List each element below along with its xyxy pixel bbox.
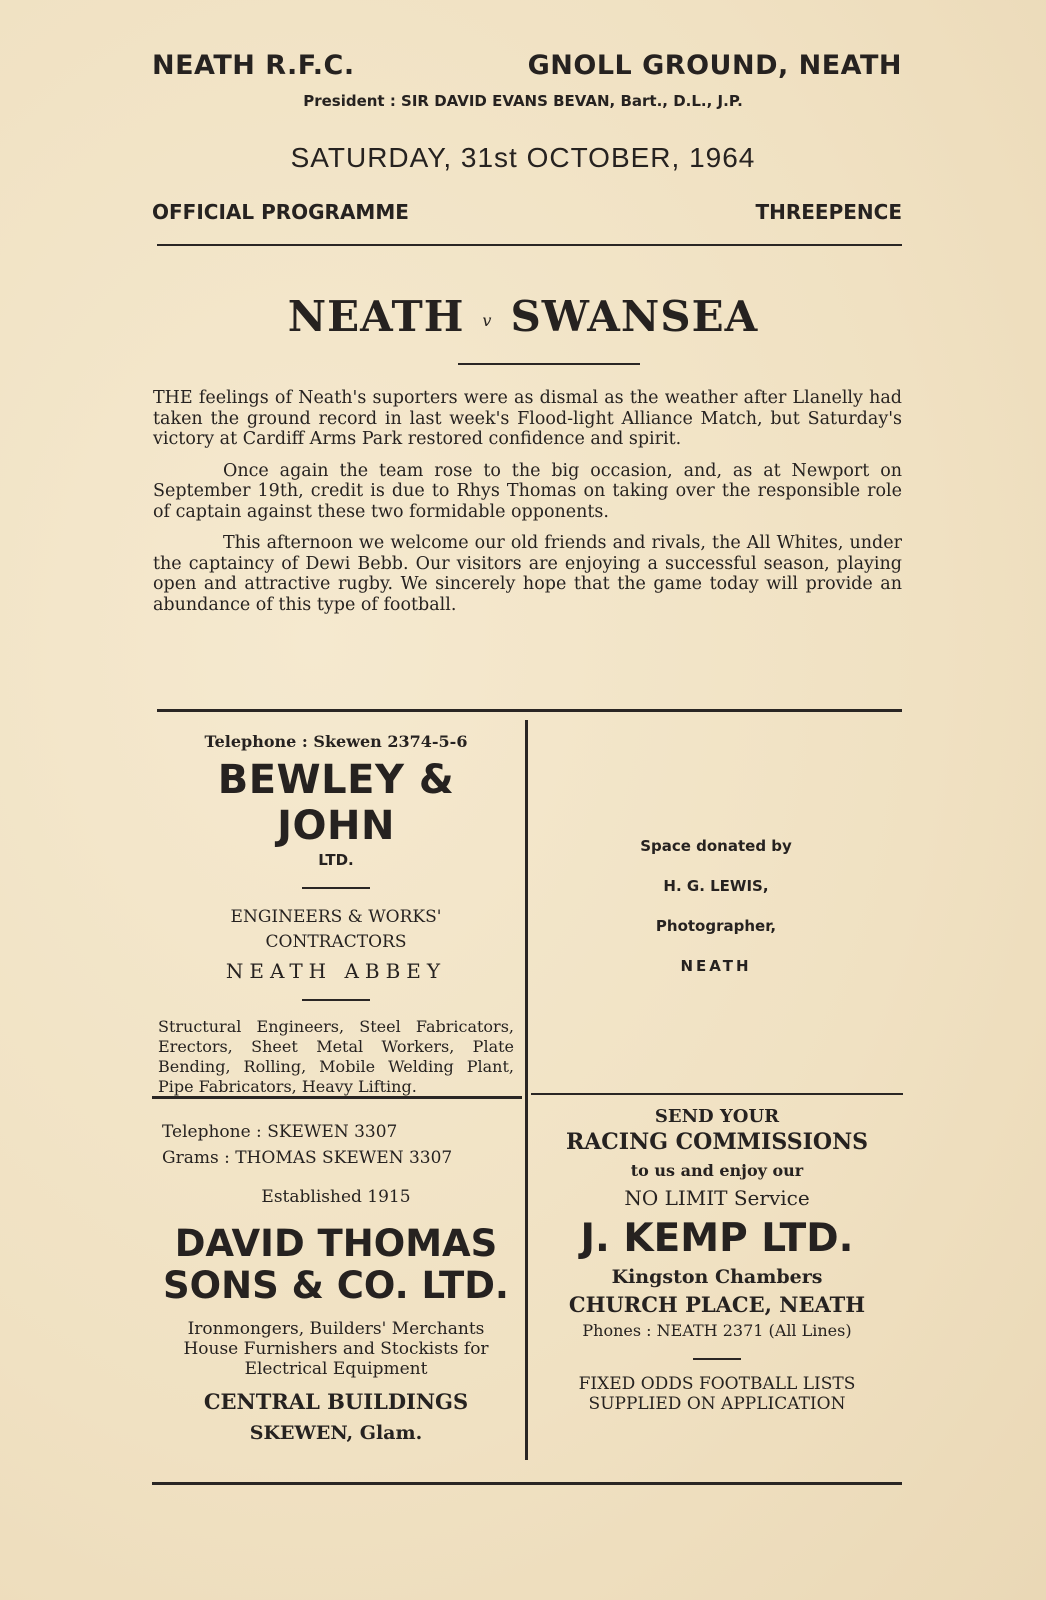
bewley-trade-line2: CONTRACTORS xyxy=(265,932,407,952)
kemp-name: J. KEMP LTD. xyxy=(580,1216,854,1261)
ads-mid-rule-right xyxy=(531,1093,903,1095)
programme-price: THREEPENCE xyxy=(755,200,902,224)
kemp-phones: Phones : NEATH 2371 (All Lines) xyxy=(582,1321,852,1340)
lewis-line1: Space donated by xyxy=(640,837,792,855)
ads-vertical-rule xyxy=(525,720,528,1460)
ads-top-rule xyxy=(157,709,902,712)
bewley-telephone: Telephone : Skewen 2374-5-6 xyxy=(204,732,468,751)
kemp-footer2: SUPPLIED ON APPLICATION xyxy=(588,1394,846,1414)
kemp-line1: SEND YOUR xyxy=(654,1106,780,1127)
article-paragraph: THE feelings of Neath's suporters were as dismal as the weather after Llanelly had taken the ground record in last week's Flood-light Alliance Match, but Saturday's victory at Cardiff Arms Park restored confidence and spirit. xyxy=(153,388,902,449)
kemp-line2: RACING COMMISSIONS xyxy=(565,1129,869,1155)
thomas-address2: SKEWEN, Glam. xyxy=(249,1422,423,1444)
bewley-john-ad xyxy=(152,732,520,1097)
kemp-line3: to us and enjoy our xyxy=(630,1161,804,1180)
ads-bottom-rule xyxy=(152,1482,902,1485)
thomas-established: Established 1915 xyxy=(261,1187,411,1207)
kemp-footer1: FIXED ODDS FOOTBALL LISTS xyxy=(578,1374,856,1394)
lewis-name: H. G. LEWIS, xyxy=(663,877,769,895)
bewley-divider-2 xyxy=(302,999,370,1001)
bewley-name: BEWLEY & JOHN xyxy=(217,757,455,849)
bewley-place: NEATH ABBEY xyxy=(225,959,447,983)
thomas-grams: Grams : THOMAS SKEWEN 3307 xyxy=(162,1148,453,1168)
kemp-address1: Kingston Chambers xyxy=(611,1266,823,1288)
header-top-row xyxy=(152,50,902,81)
away-team: SWANSEA xyxy=(510,292,759,341)
programme-row xyxy=(152,200,902,224)
bewley-divider-1 xyxy=(302,887,370,889)
thomas-description: Ironmongers, Builders' Merchants House Furnishers and Stockists for Electrical Equipment xyxy=(183,1319,489,1379)
home-team: NEATH xyxy=(287,292,465,341)
lewis-profession: Photographer, xyxy=(655,917,777,935)
match-date: SATURDAY, 31st OCTOBER, 1964 xyxy=(290,142,756,173)
header-divider xyxy=(157,244,902,246)
ground-name: GNOLL GROUND, NEATH xyxy=(527,50,902,81)
kemp-ad xyxy=(531,1106,903,1414)
thomas-name-line2: SONS & CO. LTD. xyxy=(163,1264,509,1307)
bewley-trade-line1: ENGINEERS & WORKS' xyxy=(230,907,442,927)
lewis-town: NEATH xyxy=(680,957,752,975)
kemp-address2: CHURCH PLACE, NEATH xyxy=(568,1292,866,1317)
versus-label: v xyxy=(482,310,493,330)
title-underline xyxy=(458,363,640,365)
bewley-ltd: LTD. xyxy=(318,851,354,869)
article-paragraph: This afternoon we welcome our old friends and rivals, the All Whites, under the captaincy of Dewi Bebb. Our visitors are enjoying a successful season, playing open and attractive rugby. We sincerely hope that the game today will provide an abundance of this type of football. xyxy=(153,533,902,615)
bewley-services: Structural Engineers, Steel Fabricators, Erectors, Sheet Metal Workers, Plate Bending, Rolling, Mobile Welding Plant, Pipe Fabricators, Heavy Lifting. xyxy=(158,1017,514,1096)
thomas-address1: CENTRAL BUILDINGS xyxy=(203,1389,469,1414)
thomas-name-line1: DAVID THOMAS xyxy=(174,1222,498,1265)
lewis-ad xyxy=(530,826,902,986)
article-paragraph: Once again the team rose to the big occasion, and, as at Newport on September 19th, credit is due to Rhys Thomas on taking over the responsible role of captain against these two formidable opponents. xyxy=(153,460,902,522)
thomas-telephone: Telephone : SKEWEN 3307 xyxy=(162,1122,398,1142)
david-thomas-ad xyxy=(152,1119,520,1444)
club-name: NEATH R.F.C. xyxy=(152,50,355,81)
article xyxy=(153,388,902,626)
kemp-divider xyxy=(693,1358,741,1360)
president-line: President : SIR DAVID EVANS BEVAN, Bart., D.L., J.P. xyxy=(303,92,743,110)
match-title xyxy=(0,292,1046,341)
programme-title: OFFICIAL PROGRAMME xyxy=(152,200,409,224)
kemp-line4: NO LIMIT Service xyxy=(624,1186,810,1210)
